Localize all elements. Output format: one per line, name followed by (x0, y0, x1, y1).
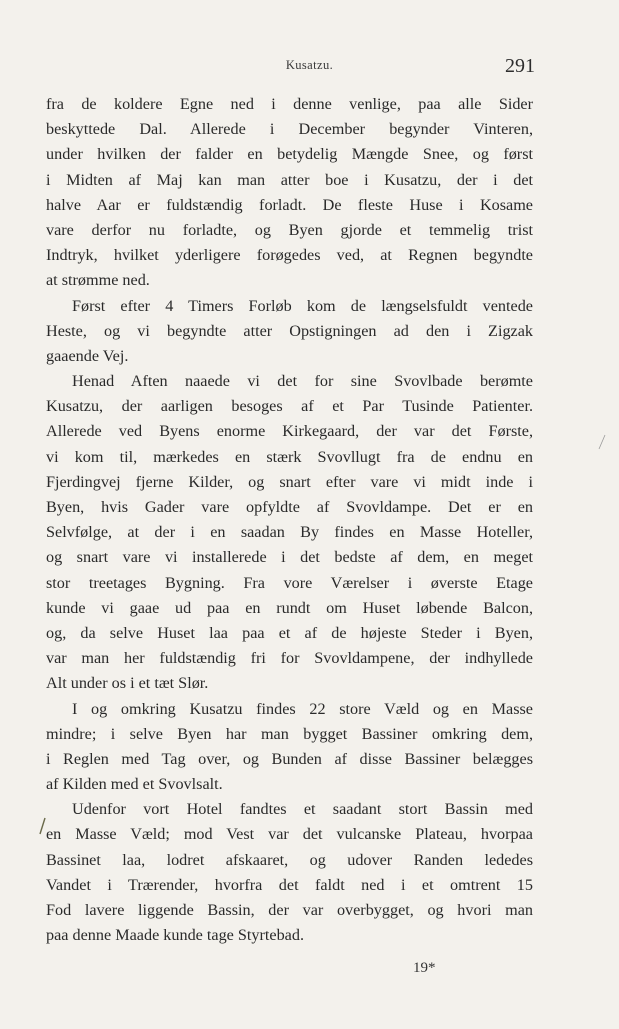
text-line: Selvfølge, at der i en saadan By findes en Masse Hoteller, (46, 523, 533, 542)
text-line: mindre; i selve Byen har man bygget Bassiner omkring dem, (46, 724, 533, 743)
text-line: halve Aar er fuldstændig forladt. De fleste Huse i Kosame (46, 195, 533, 214)
printer-signature: 19* (413, 960, 436, 976)
text-line: fra de koldere Egne ned i denne venlige, paa alle Sider (46, 95, 533, 113)
text-line: Alt under os i et tæt Slør. (46, 674, 209, 693)
text-line: stor treetages Bygning. Fra vore Værelser i øverste Etage (46, 573, 533, 592)
text-line: Heste, og vi begyndte atter Opstigningen ad den i Zigzak (46, 321, 533, 340)
text-line: en Masse Væld; mod Vest var det vulcanske Plateau, hvorpaa (46, 825, 533, 844)
running-title: Kusatzu. (285, 58, 334, 72)
text-line: og, da selve Huset laa paa et af de højeste Steder i Byen, (46, 623, 533, 642)
text-line: Først efter 4 Timers Forløb kom de længselsfuldt ventede (72, 296, 533, 315)
text-line: Kusatzu, der aarligen besoges af et Par Tusinde Patienter. (46, 397, 533, 416)
text-line: I og omkring Kusatzu findes 22 store Væld og en Masse (72, 699, 533, 718)
text-line: i Reglen med Tag over, og Bunden af disse Bassiner belægges (46, 749, 533, 768)
text-line: Indtryk, hvilket yderligere forøgedes ved, at Regnen begyndte (46, 246, 533, 265)
text-line: Vandet i Trærender, hvorfra det faldt ned i et omtrent 15 (46, 875, 533, 894)
text-line: Byen, hvis Gader vare opfyldte af Svovldampe. Det er en (46, 498, 533, 516)
text-line: Udenfor vort Hotel fandtes et saadant stort Bassin med (72, 800, 533, 819)
text-line: paa denne Maade kunde tage Styrtebad. (46, 926, 304, 945)
text-line: vi kom til, mærkedes en stærk Svovllugt fra de endnu en (46, 447, 533, 466)
pencil-mark-icon (597, 433, 607, 451)
text-line: i Midten af Maj kan man atter boe i Kusatzu, der i det (46, 170, 533, 189)
text-line: af Kilden med et Svovlsalt. (46, 775, 223, 794)
text-line: vare derfor nu forladte, og Byen gjorde et temmelig trist (46, 220, 533, 239)
text-line: Henad Aften naaede vi det for sine Svovlbade berømte (72, 372, 533, 391)
text-line: at strømme ned. (46, 271, 150, 290)
text-line: Fjerdingvej fjerne Kilder, og snart efter vare vi midt inde i (46, 472, 533, 491)
text-line: Fod lavere liggende Bassin, der var overbygget, og hvori man (46, 901, 533, 919)
body-text (46, 92, 533, 948)
text-line: beskyttede Dal. Allerede i December begynder Vinteren, (46, 120, 533, 139)
page-number: 291 (505, 55, 535, 77)
text-line: Bassinet laa, lodret afskaaret, og udover Randen lededes (46, 850, 533, 869)
pencil-mark-icon (38, 817, 46, 835)
text-line: kunde vi gaae ud paa en rundt om Huset løbende Balcon, (46, 598, 533, 617)
text-line: gaaende Vej. (46, 346, 129, 365)
text-line: var man her fuldstændig fri for Svovldampene, der indhyllede (46, 649, 533, 668)
text-line: og snart vare vi installerede i det bedste af dem, en meget (46, 548, 533, 567)
text-line: under hvilken der falder en betydelig Mængde Snee, og først (46, 145, 533, 164)
text-line: Allerede ved Byens enorme Kirkegaard, der var det Første, (46, 422, 533, 441)
